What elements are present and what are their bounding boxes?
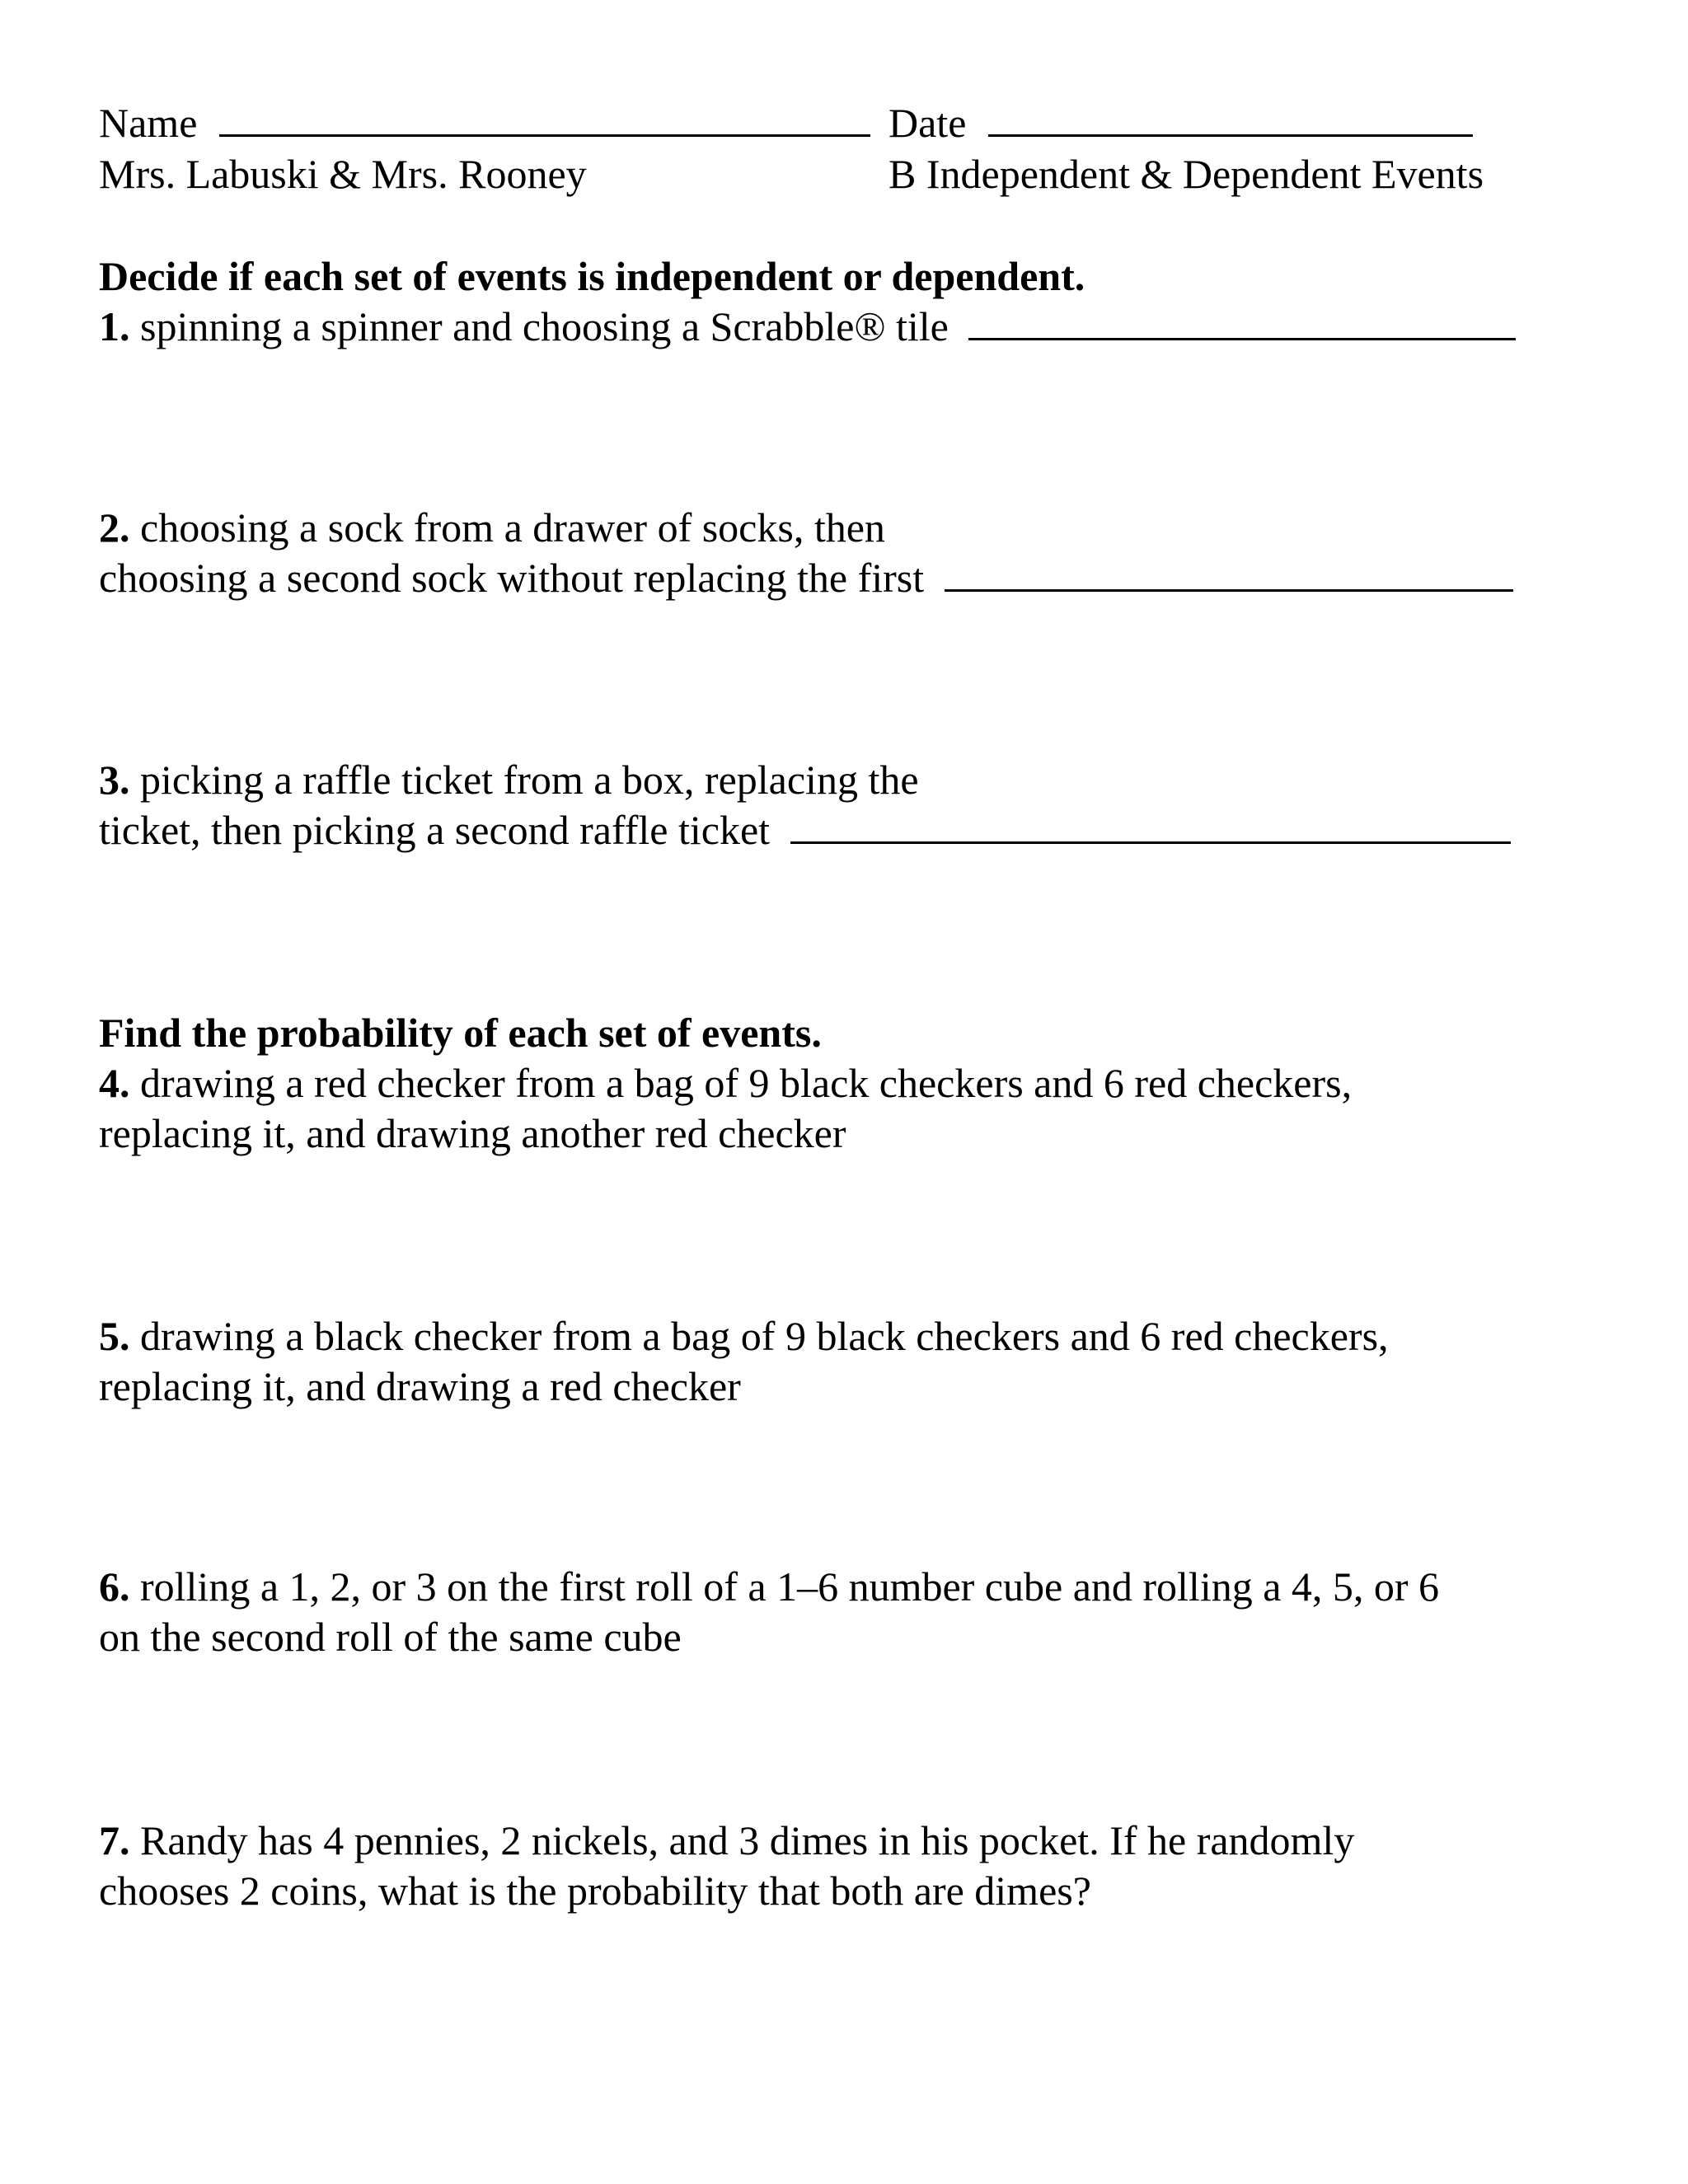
question-2-number: 2. — [99, 504, 130, 551]
question-6-text-2: on the second roll of the same cube — [99, 1614, 682, 1660]
question-5-line-1 — [99, 1311, 1389, 1361]
question-1-text: spinning a spinner and choosing a Scrabble® tile — [140, 303, 949, 349]
question-2-line-2 — [99, 553, 1513, 603]
section1-heading: Decide if each set of events is independent or dependent. — [99, 253, 1085, 299]
section2-heading: Find the probability of each set of events. — [99, 1010, 822, 1056]
question-3-number: 3. — [99, 757, 130, 803]
question-1-answer-blank[interactable] — [968, 302, 1516, 340]
question-2-line-1 — [99, 503, 885, 553]
question-2-text-1: choosing a sock from a drawer of socks, then — [140, 504, 885, 551]
question-4-text-1: drawing a red checker from a bag of 9 black checkers and 6 red checkers, — [140, 1060, 1353, 1106]
teachers-text: Mrs. Labuski & Mrs. Rooney — [99, 151, 587, 197]
question-6-text-1: rolling a 1, 2, or 3 on the first roll of a 1–6 number cube and rolling a 4, 5, or 6 — [140, 1563, 1440, 1610]
question-6-number: 6. — [99, 1563, 130, 1610]
date-label: Date — [889, 100, 967, 146]
question-3-text-1: picking a raffle ticket from a box, replacing the — [140, 757, 919, 803]
question-7-number: 7. — [99, 1817, 130, 1863]
question-3-answer-blank[interactable] — [790, 805, 1511, 844]
date-blank[interactable] — [988, 98, 1473, 137]
question-6-line-1 — [99, 1562, 1439, 1612]
question-4-number: 4. — [99, 1060, 130, 1106]
name-label: Name — [99, 100, 198, 146]
question-7-line-1 — [99, 1816, 1354, 1866]
question-5-number: 5. — [99, 1313, 130, 1359]
question-1-number: 1. — [99, 303, 130, 349]
question-4-text-2: replacing it, and drawing another red checker — [99, 1110, 846, 1156]
question-7-text-1: Randy has 4 pennies, 2 nickels, and 3 dimes in his pocket. If he randomly — [140, 1817, 1355, 1863]
question-3-line-2 — [99, 805, 1511, 855]
date-row — [889, 98, 1473, 148]
question-5-text-1: drawing a black checker from a bag of 9 black checkers and 6 red checkers, — [140, 1313, 1389, 1359]
name-row — [99, 98, 870, 148]
worksheet-title: B Independent & Dependent Events — [889, 151, 1484, 197]
name-blank[interactable] — [219, 98, 870, 137]
question-2-text-2: choosing a second sock without replacing the first — [99, 555, 925, 601]
question-7-text-2: chooses 2 coins, what is the probability that both are dimes? — [99, 1868, 1091, 1914]
question-4-line-1 — [99, 1058, 1352, 1108]
question-2-answer-blank[interactable] — [945, 553, 1513, 592]
question-3-line-1 — [99, 755, 919, 805]
question-3-text-2: ticket, then picking a second raffle ticket — [99, 807, 771, 853]
question-5-text-2: replacing it, and drawing a red checker — [99, 1363, 741, 1409]
question-1-line-1 — [99, 302, 1516, 352]
